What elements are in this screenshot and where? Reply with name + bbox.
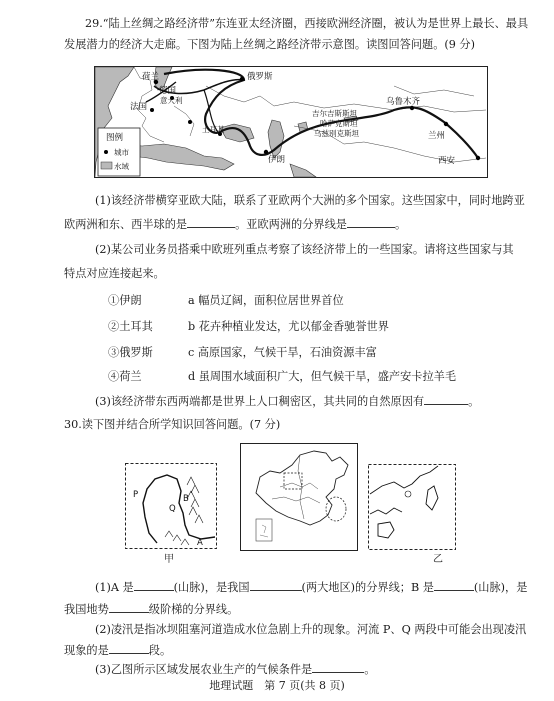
q29-s2-line1: (2)某公司业务员搭乘中欧班列重点考察了该经济带上的一些国家。请将这些国家与其 — [95, 243, 514, 256]
pair-country: ①伊朗 — [108, 294, 142, 307]
q30-s2-text-a: 现象的是 — [64, 644, 109, 657]
q30-s1-line1 — [95, 579, 527, 595]
q30-s2-line2 — [64, 642, 171, 658]
q30-s1-text-a: (1)A 是 — [95, 581, 134, 594]
map-label-q: Q — [169, 504, 176, 514]
q30-s2-text-b: 段。 — [148, 644, 172, 657]
legend-water-label: 水域 — [114, 162, 129, 171]
map-label-p: P — [133, 490, 139, 500]
answer-blank[interactable] — [109, 601, 149, 613]
q29-s3 — [95, 393, 479, 409]
q30-stem: 30.读下图并结合所学知识回答问题。(7 分) — [64, 418, 281, 431]
legend-water-icon — [101, 162, 112, 169]
answer-blank[interactable] — [312, 661, 364, 673]
answer-blank[interactable] — [250, 579, 302, 591]
q30-s1-text-b: (山脉)，是我国 — [173, 581, 250, 594]
q29-s2-line2: 特点对应连接起来。 — [64, 267, 165, 280]
q29-s1-text-a: 欧两洲和东、西半球的是 — [64, 218, 188, 231]
answer-blank[interactable] — [347, 216, 395, 228]
china-map — [240, 443, 358, 551]
map-city-label: 哈萨克斯坦 — [320, 119, 358, 128]
pair-country: ③俄罗斯 — [108, 346, 153, 359]
q29-s1-text-c: 。 — [394, 218, 407, 231]
map-city-label: 兰州 — [428, 131, 446, 141]
map-city-label: 德国 — [159, 86, 177, 96]
map-legend — [98, 128, 140, 176]
silk-road-map — [94, 66, 488, 178]
map-city-label: 西安 — [438, 156, 456, 166]
q30-s1-text-f: 级阶梯的分界线。 — [148, 603, 239, 616]
map-city-label: 伊朗 — [268, 155, 286, 165]
pair-description: d 虽周围水域面积广大，但气候干旱，盛产安卡拉羊毛 — [188, 370, 457, 383]
map-city-label: 吉尔吉斯斯坦 — [312, 109, 357, 118]
q29-stem-line2: 发展潜力的经济大走廊。下图为陆上丝绸之路经济带示意图。读图回答问题。(9 分) — [64, 38, 475, 51]
q29-s1-line2 — [64, 216, 406, 232]
map-yi — [368, 464, 456, 550]
map-city-label: 土耳其 — [202, 125, 225, 134]
page-footer: 地理试题 第 7 页(共 8 页) — [209, 679, 345, 692]
map-city-label: 意大利 — [160, 96, 183, 105]
pair-description: b 花卉种植业发达，尤以郁金香驰誉世界 — [188, 320, 389, 333]
answer-blank[interactable] — [134, 579, 174, 591]
q29-s1-line1: (1)该经济带横穿亚欧大陆，联系了亚欧两个大洲的多个国家。这些国家中，同时地跨亚 — [95, 194, 525, 207]
answer-blank[interactable] — [434, 579, 474, 591]
map-city-label: 荷兰 — [142, 72, 160, 82]
pair-description: c 高原国家，气候干旱，石油资源丰富 — [188, 346, 377, 359]
q30-s3-text-b: 。 — [364, 663, 376, 676]
q30-s1-text-d: (山脉)，是 — [473, 581, 528, 594]
q30-s3-text-a: (3)乙图所示区域发展农业生产的气候条件是 — [95, 663, 313, 676]
map-city-label: 乌兹别克斯坦 — [314, 129, 359, 138]
q30-s1-line2 — [64, 601, 238, 617]
map-label-b: B — [183, 494, 189, 504]
q29-s3-text-b: 。 — [468, 395, 480, 408]
answer-blank[interactable] — [424, 393, 468, 405]
map-yi-caption: 乙 — [433, 554, 443, 565]
q30-s1-text-e: 我国地势 — [64, 603, 109, 616]
map-jia-caption: 甲 — [164, 554, 174, 565]
q29-s3-text-a: (3)该经济带东西两端都是世界上人口稠密区，其共同的自然原因有 — [95, 395, 425, 408]
answer-blank[interactable] — [109, 642, 149, 654]
pair-country: ②土耳其 — [108, 320, 153, 333]
legend-city-label: 城市 — [114, 148, 129, 157]
pair-description: a 幅员辽阔，面积位居世界首位 — [188, 294, 344, 307]
legend-title: 图例 — [106, 133, 124, 143]
map-city-label: 乌鲁木齐 — [386, 97, 421, 107]
q30-s1-text-c: (两大地区)的分界线；B 是 — [301, 581, 434, 594]
legend-city-icon — [104, 150, 108, 154]
map-city-label: 法国 — [130, 102, 148, 112]
q29-stem-line1: 29.“陆上丝绸之路经济带”东连亚太经济圈，西接欧洲经济圈，被认为是世界上最长、最具 — [85, 17, 529, 30]
map-label-a: A — [197, 538, 203, 548]
map-city-label: 俄罗斯 — [247, 72, 273, 82]
q30-s3 — [95, 661, 375, 677]
answer-blank[interactable] — [187, 216, 235, 228]
map-jia — [125, 463, 217, 549]
q29-s1-text-b: 。亚欧两洲的分界线是 — [235, 218, 347, 231]
q30-s2-line1: (2)凌汛是指冰坝阻塞河道造成水位急剧上升的现象。河流 P、Q 两段中可能会出现凌汛 — [95, 623, 527, 636]
pair-country: ④荷兰 — [108, 370, 142, 383]
